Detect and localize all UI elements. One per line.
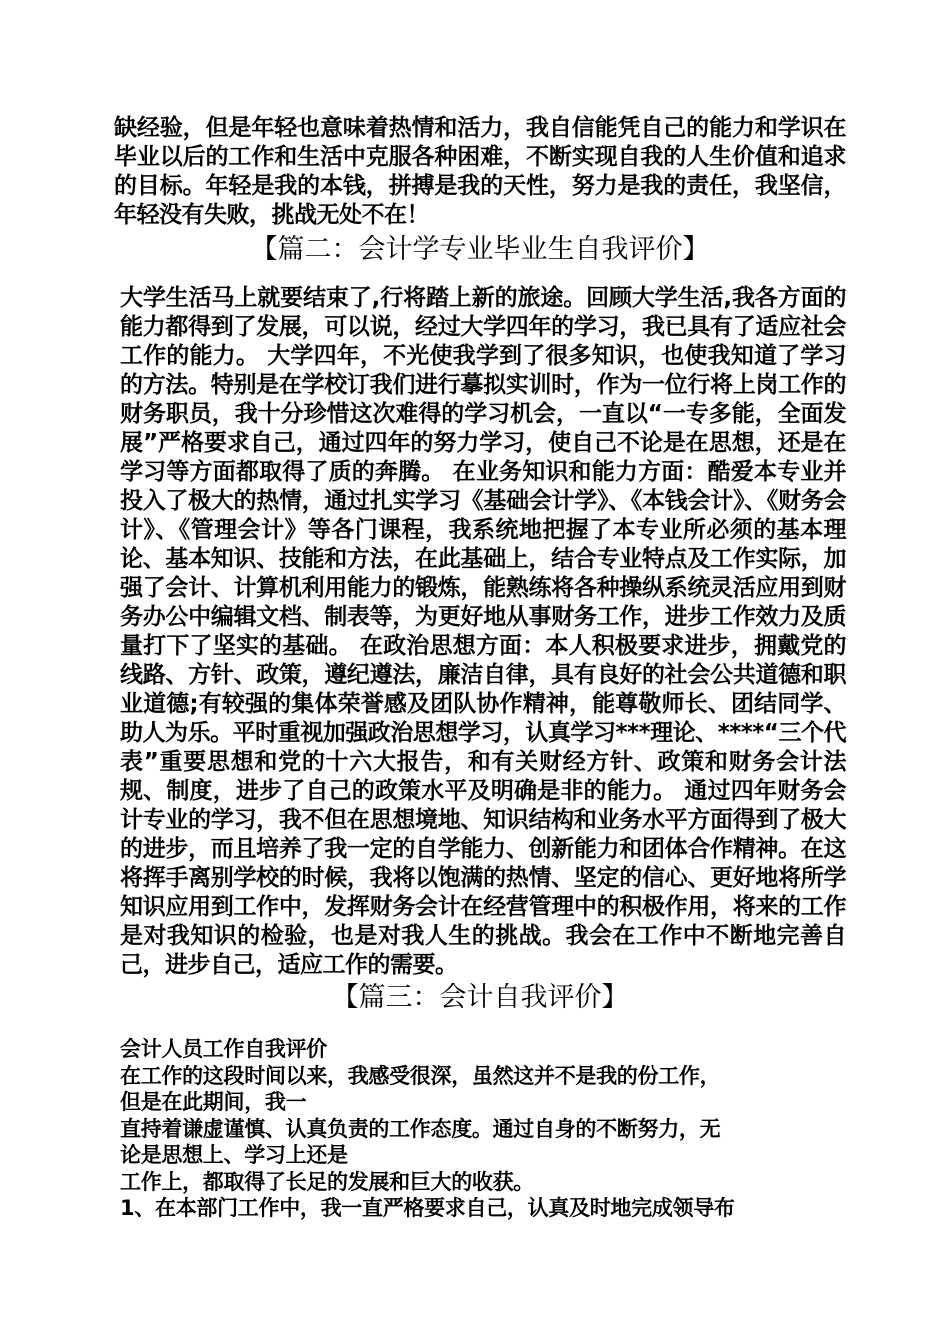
section2-heading: 【篇二：会计学专业毕业生自我评价】: [250, 234, 710, 265]
section3-line: 论是思想上、学习上还是: [120, 1143, 348, 1167]
section3-line: 会计人员工作自我评价: [120, 1037, 327, 1061]
section2-paragraph: 大学生活马上就要结束了,行将踏上新的旅途。回顾大学生活,我各方面的能力都得到了发展，可以说，经过大学四年的学习，我已具有了适应社会工作的能力。 大学四年，不光使我学到了很多知识，也使我知道了学习的方法。特别是在学校订我们进行摹拟实训时，作为一位行将上岗工作的财务职员，我十分珍惜这次难得的学习机会，一直以“一专多能，全面发展”严格要求自己，通过四年的努力学习，使自己不论是在思想，还是在学习等方面都取得了质的奔腾。 在业务知识和能力方面：酷爱本专业并投入了极大的热情，通过扎实学习《基础会计学》、《本钱会计》、《财务会计》、《管理会计》等各门课程，我系统地把握了本专业所必须的基本理论、基本知识、技能和方法，在此基础上，结合专业特点及工作实际，加强了会计、计算机利用能力的锻炼，能熟练将各种操纵系统灵活应用到财务办公中编辑文档、制表等，为更好地从事财务工作，进步工作效力及质量打下了坚实的基础。 在政治思想方面：本人积极要求进步，拥戴党的线路、方针、政策，遵纪遵法，廉洁自律，具有良好的社会公共道德和职业道德;有较强的集体荣誉感及团队协作精神，能尊敬师长、团结同学、助人为乐。平时重视加强政治思想学习，认真学习***理论、****“三个代表”重要思想和党的十六大报告，和有关财经方针、政策和财务会计法规、制度，进步了自己的政策水平及明确是非的能力。 通过四年财务会计专业的学习，我不但在思想境地、知识结构和业务水平方面得到了极大的进步，而且培养了我一定的自学能力、创新能力和团体合作精神。在这将挥手离别学校的时候，我将以饱满的热情、坚定的信心、更好地将所学知识应用到工作中，发挥财务会计在经营管理中的积极作用，将来的工作是对我知识的检验，也是对我人生的挑战。我会在工作中不断地完善自己，进步自己，适应工作的需要。: [120, 285, 846, 978]
section3-line: 在工作的这段时间以来，我感受很深，虽然这并不是我的份工作，: [120, 1063, 721, 1088]
section3-line: 工作上，都取得了长足的发展和巨大的收获。: [120, 1169, 534, 1194]
section3-line: 直持着谦虚谨慎、认真负责的工作态度。通过自身的不断努力，无: [120, 1116, 721, 1141]
section3-body: [114, 1036, 846, 1222]
section3-heading: 【篇三：会计自我评价】: [331, 982, 629, 1013]
document-page: [114, 114, 846, 1222]
section3-line: 但是在此期间，我一: [120, 1090, 307, 1114]
intro-paragraph: 缺经验，但是年轻也意味着热情和活力，我自信能凭自己的能力和学识在毕业以后的工作和生活中克服各种困难，不断实现自我的人生价值和追求的目标。年轻是我的本钱，拼搏是我的天性，努力是我的责任，我坚信，年轻没有失败，挑战无处不在！: [114, 115, 846, 228]
section3-line: 1、在本部门工作中，我一直严格要求自己，认真及时地完成领导布: [120, 1196, 735, 1220]
